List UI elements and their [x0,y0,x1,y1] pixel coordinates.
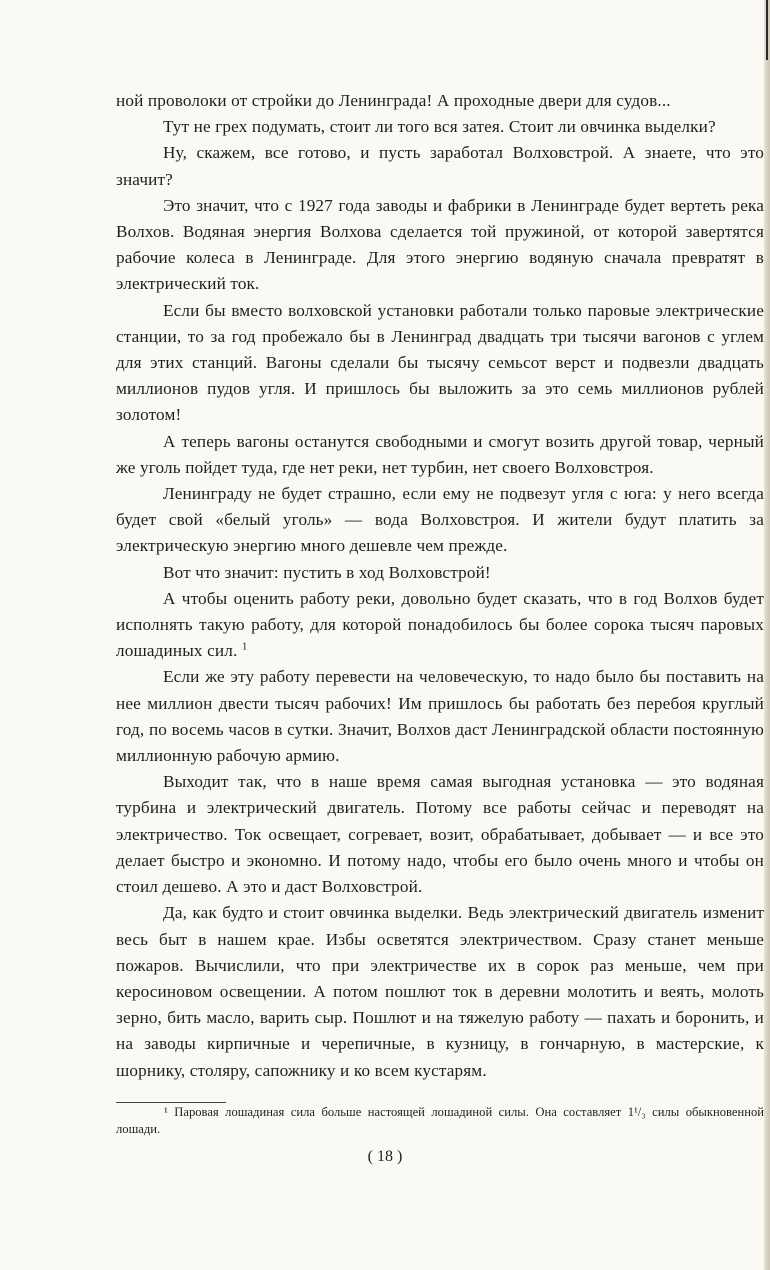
footnote [116,1104,764,1138]
paragraph: ной проволоки от стройки до Ленинграда! А проходные двери для судов... [116,91,671,110]
footnote-text: Паровая лошадиная сила больше настоящей лошадиной силы. Она составляет 1¹/₃ силы обыкновенной лошади. [116,1105,764,1136]
paragraph: Ленинграду не будет страшно, если ему не подвезут угля с юга: у него всегда будет свой «белый уголь» — вода Волховстроя. И жители будут платить за электрическую энергию много дешевле чем прежде. [116,484,764,556]
paragraph: Да, как будто и стоит овчинка выделки. Ведь электрический двигатель изменит весь быт в нашем крае. Избы осветятся электричеством. Сразу станет меньше пожаров. Вычислили, что при электричестве их в сорок раз меньше, чем при керосиновом освещении. А потом пошлют ток в деревни молотить и веять, молоть зерно, бить масло, варить сыр. Пошлют и на тяжелую работу — пахать и боронить, и на заводы кирпичные и черепичные, в кузницу, в гончарную, в мастерские, к шорнику, столяру, сапожнику и ко всем кустарям. [116,903,764,1080]
paragraph: Вот что значит: пустить в ход Волховстрой! [163,562,491,582]
paragraph: Выходит так, что в наше время самая выгодная установка — это водяная турбина и электрический двигатель. Потому все работы сейчас и переводят на электричество. Ток освещает, согревает, возит, обрабатывает, добывает — и все это делает быстро и экономно. И потому надо, чтобы его было очень много и чтобы он стоил дешево. А это и даст Волховстрой. [116,772,764,897]
paragraph: Если бы вместо волховской установки работали только паровые электрические станции, то за год пробежало бы в Ленинград двадцать три тысячи вагонов с углем для этих станций. Вагоны сделали бы тысячу семьсот верст и подвезли двадцать миллионов пудов угля. И пришлось бы выложить за это семь миллионов рублей золотом! [116,300,764,425]
paragraph-with-footnote [116,586,764,665]
footnote-mark: ¹ [164,1105,168,1119]
paragraph: Если же эту работу перевести на человеческую, то надо было бы поставить на нее миллион двести тысяч рабочих! Им пришлось бы работать без перебоя круглый год, по восемь часов в сутки. Значит, Волхов даст Ленинградской области постоянную миллионную рабочую армию. [116,667,764,766]
paragraph-text: А чтобы оценить работу реки, довольно будет сказать, что в год Волхов будет исполнять такую работу, для которой понадобилось бы более сорока тысяч паровых лошадиных сил. [116,588,764,661]
paragraph: А теперь вагоны останутся свободными и смогут возить другой товар, черный же уголь пойдет туда, где нет реки, нет турбин, нет своего Волховстроя. [116,431,764,477]
paragraph: Это значит, что с 1927 года заводы и фабрики в Ленинграде будет вертеть река Волхов. Водяная энергия Волхова сделается той пружиной, от которой завертятся рабочие колеса в Ленинграде. Для этого энергию водяную сначала превратят в электрический ток. [116,195,764,294]
page-number: ( 18 ) [367,1148,403,1165]
page-edge-shadow [766,0,768,60]
page-edge [764,0,770,1270]
footnote-divider [116,1102,226,1103]
paragraph: Тут не грех подумать, стоит ли того вся затея. Стоит ли овчинка выделки? [163,117,716,137]
page-body [116,88,764,1084]
paragraph: Ну, скажем, все готово, и пусть заработал Волховстрой. А знаете, что это значит? [116,143,764,189]
footnote-reference: 1 [241,640,248,653]
